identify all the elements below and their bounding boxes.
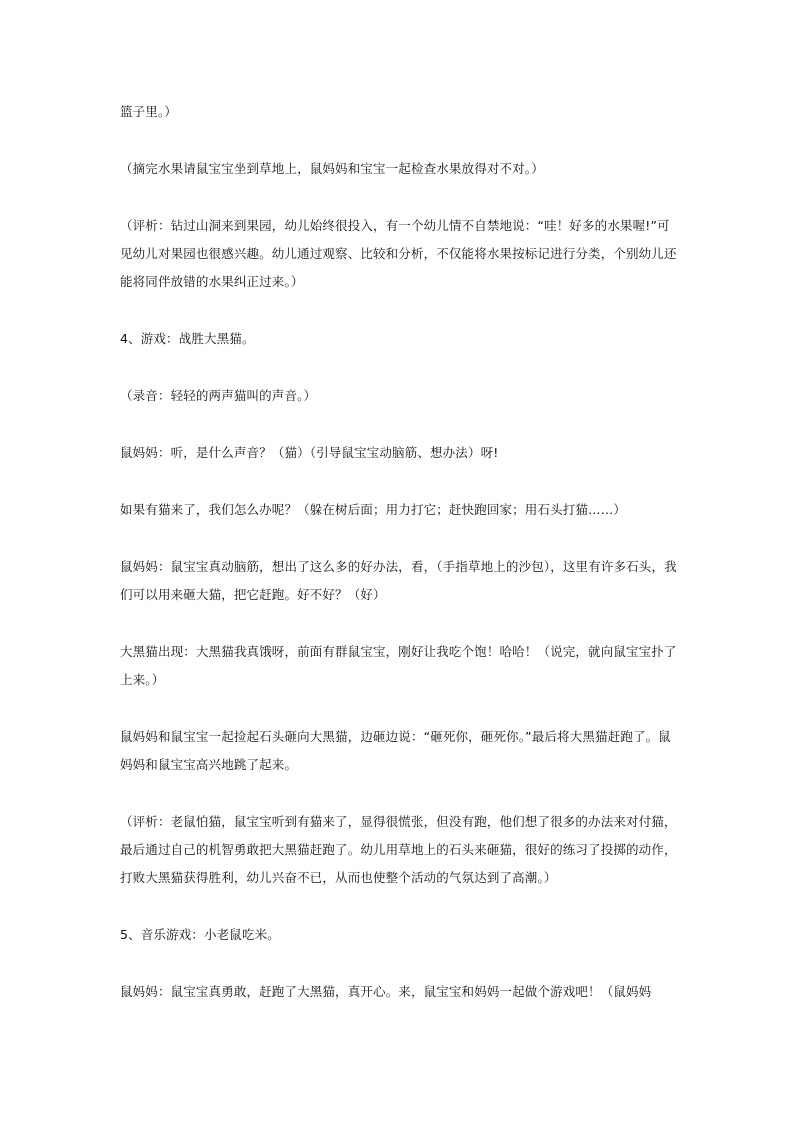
paragraph-gap xyxy=(120,183,680,212)
paragraph-gap xyxy=(120,296,680,325)
paragraph-stones: 鼠妈妈：鼠宝宝真动脑筋，想出了这么多的好办法，看，（手指草地上的沙包），这里有许多石头，我们可以用来砸大猫，把它赶跑。好不好？（好） xyxy=(120,559,677,602)
paragraph-gap xyxy=(120,467,680,496)
paragraph-gap xyxy=(120,410,680,439)
paragraph-gap xyxy=(120,892,680,921)
paragraph-gap xyxy=(120,694,680,723)
paragraph-mother-listen: 鼠妈妈：听，是什么声音？（猫）（引导鼠宝宝动脑筋、想办法）呀! xyxy=(120,445,499,460)
paragraph-gap xyxy=(120,126,680,155)
paragraph-gap xyxy=(120,779,680,808)
paragraph-gap xyxy=(120,353,680,382)
paragraph-chase-cat: 鼠妈妈和鼠宝宝一起捡起石头砸向大黑猫，边砸边说：“砸死你，砸死你。”最后将大黑猫赶跑了。鼠妈妈和鼠宝宝高兴地跳了起来。 xyxy=(120,729,671,772)
paragraph-basket: 篮子里。） xyxy=(120,104,178,119)
paragraph-if-cat-comes: 如果有猫来了，我们怎么办呢？（躲在树后面；用力打它；赶快跑回家；用石头打猫……） xyxy=(120,502,627,517)
paragraph-mother-brave: 鼠妈妈：鼠宝宝真勇敢，赶跑了大黑猫，真开心。来，鼠宝宝和妈妈一起做个游戏吧！（鼠妈妈 xyxy=(120,984,652,999)
paragraph-gap xyxy=(120,609,680,638)
paragraph-cat-appears: 大黑猫出现：大黑猫我真饿呀，前面有群鼠宝宝，刚好让我吃个饱！哈哈！（说完，就向鼠宝宝扑了上来。） xyxy=(120,644,677,687)
paragraph-gap xyxy=(120,524,680,553)
paragraph-comment-cat: （评析：老鼠怕猫，鼠宝宝听到有猫来了，显得很慌张，但没有跑，他们想了很多的办法来对付猫，最后通过自己的机智勇敢把大黑猫赶跑了。幼儿用草地上的石头来砸猫，很好的练习了投掷的动作，打败大黑猫获得胜利，幼儿兴奋不已，从而也使整个活动的气氛达到了高潮。） xyxy=(120,814,677,885)
document-page xyxy=(120,98,680,1006)
section-heading-game-cat: 4、游戏：战胜大黑猫。 xyxy=(120,331,255,346)
paragraph-comment-orchard: （评析：钻过山洞来到果园，幼儿始终很投入，有一个幼儿情不自禁地说：“哇！好多的水果喔!”可见幼儿对果园也很感兴趣。幼儿通过观察、比较和分析，不仅能将水果按标记进行分类，个别幼儿还能将同伴放错的水果纠正过来。） xyxy=(120,218,677,289)
paragraph-recording: （录音：轻轻的两声猫叫的声音。） xyxy=(120,388,317,403)
paragraph-check-fruit: （摘完水果请鼠宝宝坐到草地上，鼠妈妈和宝宝一起检查水果放得对不对。） xyxy=(120,161,544,176)
section-heading-music-game: 5、音乐游戏：小老鼠吃米。 xyxy=(120,927,280,942)
paragraph-gap xyxy=(120,949,680,978)
